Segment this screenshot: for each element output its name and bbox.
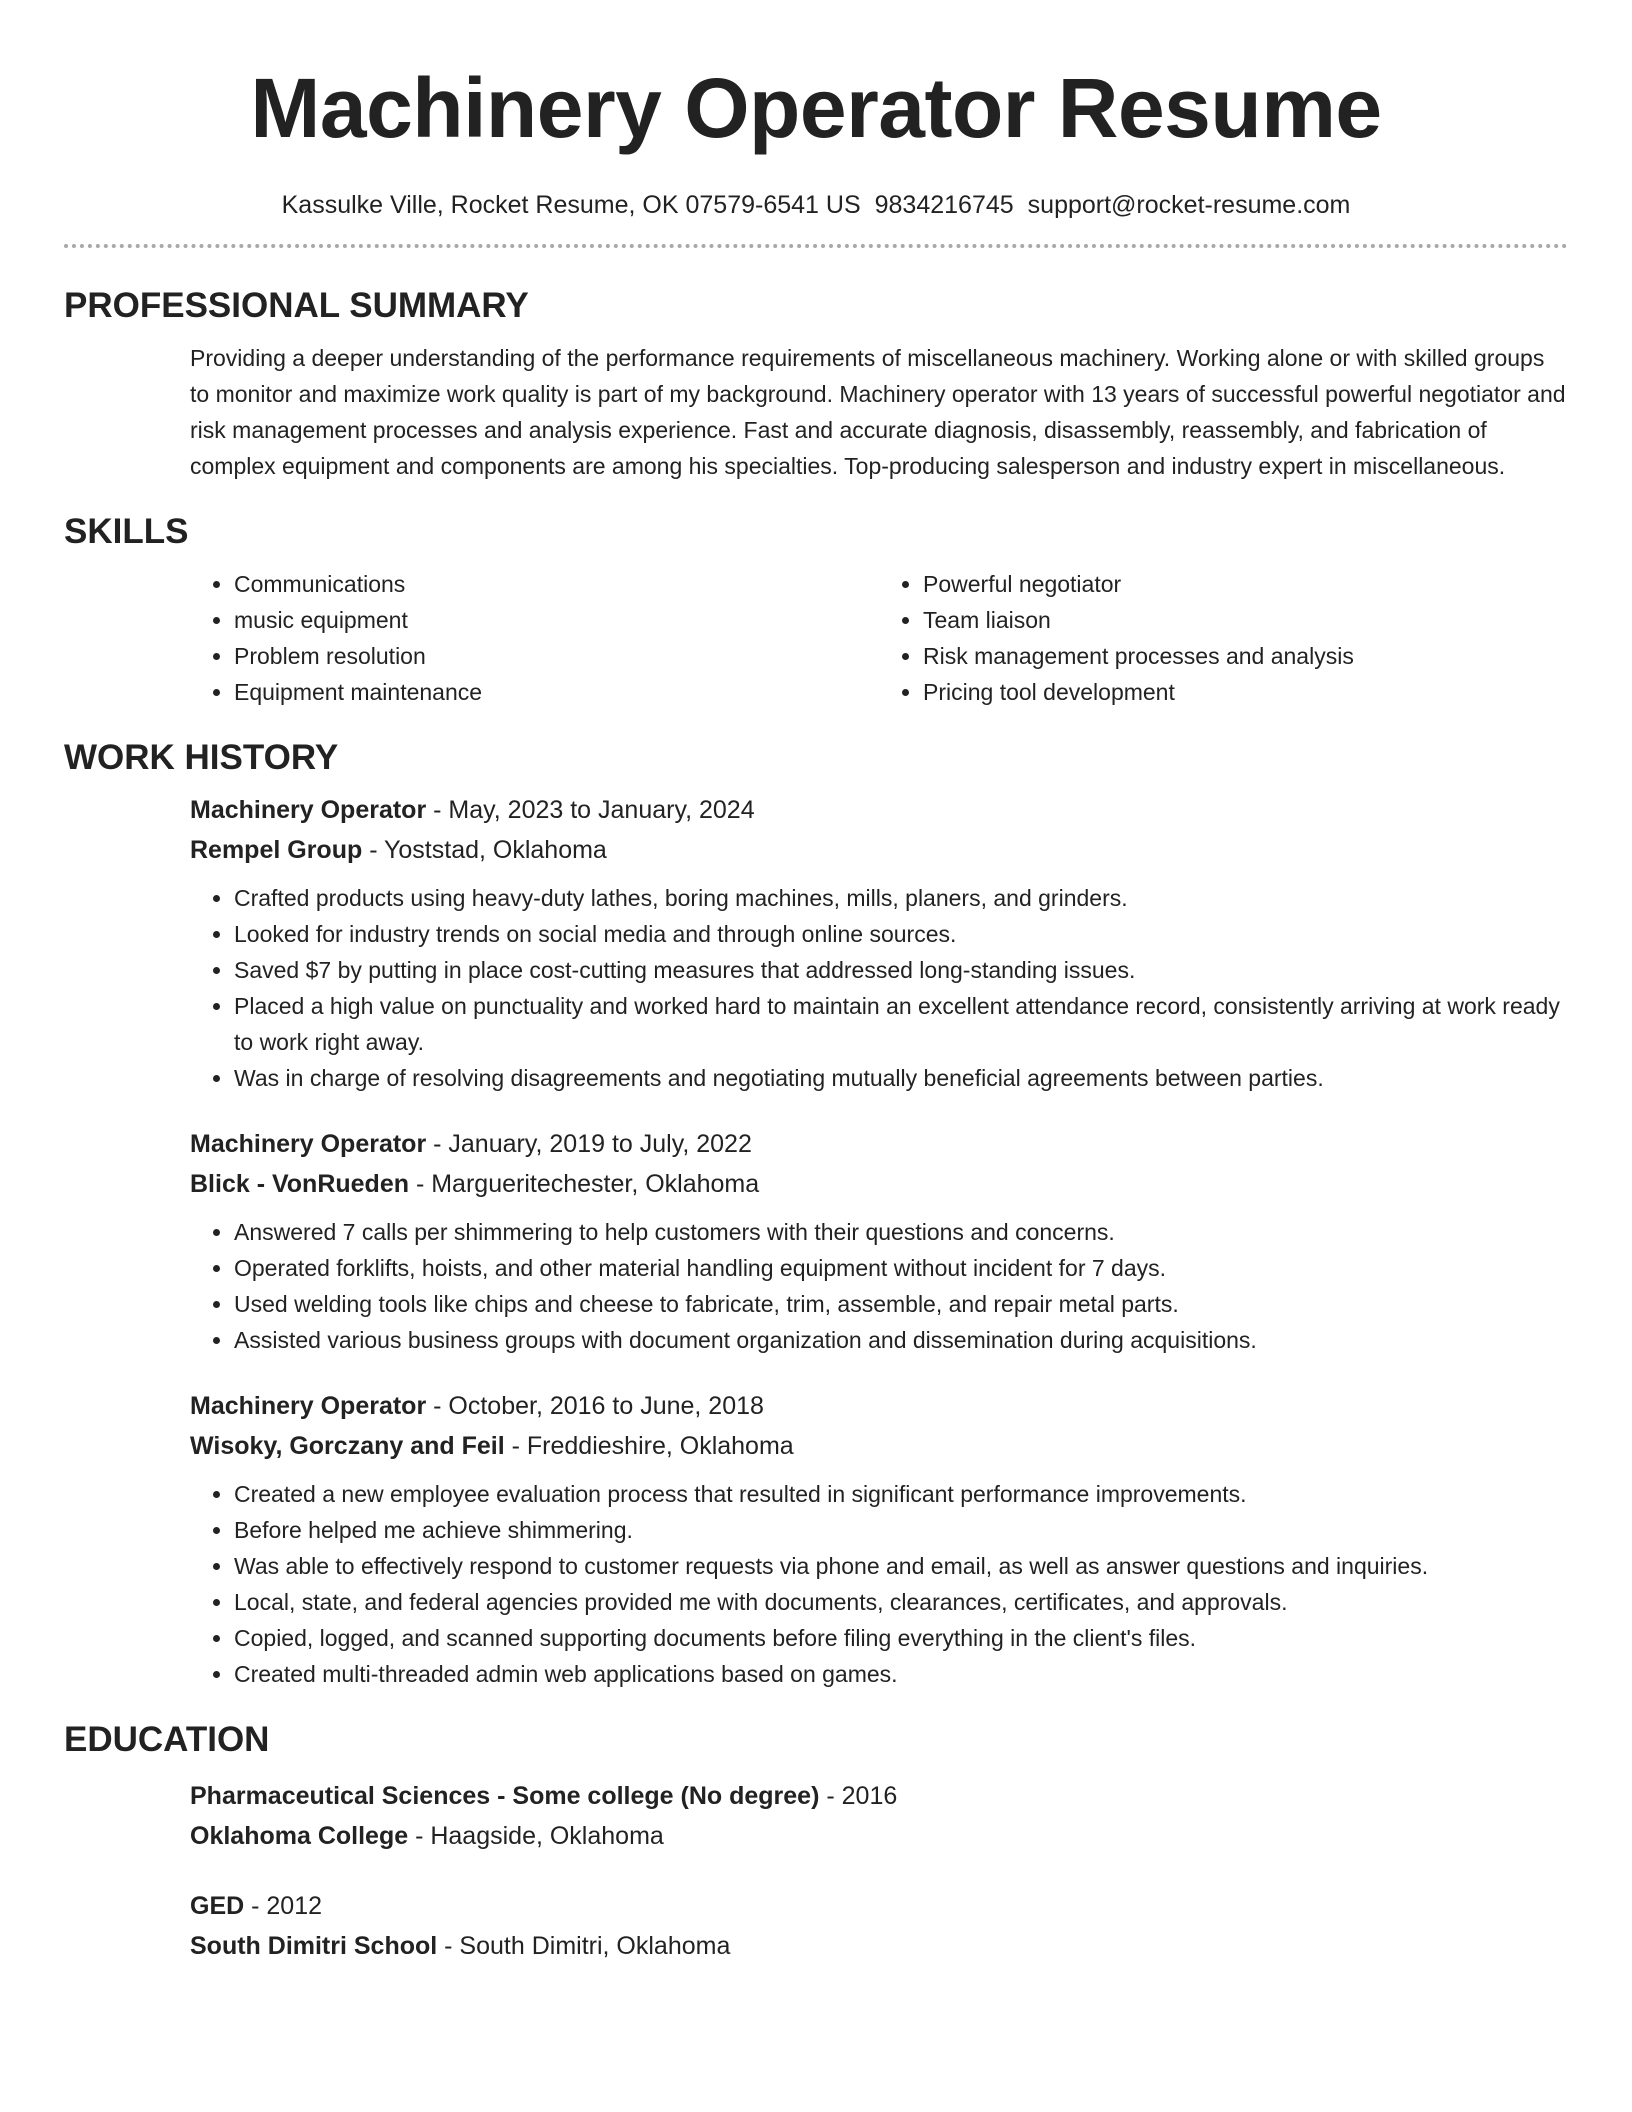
- summary-section: [64, 340, 1568, 484]
- job-dates: - January, 2019 to July, 2022: [426, 1130, 752, 1158]
- job-bullet: • Created multi-threaded admin web applications based on games.: [234, 1656, 1568, 1692]
- header-divider: [64, 244, 1568, 248]
- job-bullet: • Was in charge of resolving disagreements and negotiating mutually beneficial agreements between parties.: [234, 1060, 1568, 1096]
- job-bullets: [190, 1476, 1568, 1692]
- job-bullet: • Placed a high value on punctuality and worked hard to maintain an excellent attendance record, consistently arriving at work ready to work right away.: [234, 988, 1568, 1060]
- job-bullet: • Answered 7 calls per shimmering to help customers with their questions and concerns.: [234, 1214, 1568, 1250]
- work-heading: WORK HISTORY: [64, 738, 339, 777]
- education-degree-line: [190, 1886, 1568, 1926]
- skills-section: [64, 566, 1568, 710]
- skill-item: • Communications: [234, 566, 879, 602]
- skills-list-right: [879, 566, 1568, 710]
- education-location: - Haagside, Oklahoma: [408, 1822, 664, 1850]
- education-entry: [64, 1886, 1568, 1966]
- education-heading: EDUCATION: [64, 1720, 270, 1759]
- job-title: Machinery Operator: [190, 1130, 427, 1158]
- job-company: Wisoky, Gorczany and Feil: [190, 1432, 505, 1460]
- contact-email: support@rocket-resume.com: [1027, 191, 1351, 219]
- education-school-line: [190, 1926, 1568, 1966]
- skill-item: • Problem resolution: [234, 638, 879, 674]
- job-entry: [64, 1124, 1568, 1358]
- contact-phone: 9834216745: [874, 191, 1014, 219]
- job-company-line: [190, 1426, 1568, 1466]
- job-bullet: • Operated forklifts, hoists, and other material handling equipment without incident for 7 days.: [234, 1250, 1568, 1286]
- job-company-line: [190, 1164, 1568, 1204]
- job-bullet: • Was able to effectively respond to customer requests via phone and email, as well as answer questions and inquiries.: [234, 1548, 1568, 1584]
- contact-address: Kassulke Ville, Rocket Resume, OK 07579-6541 US: [281, 191, 861, 219]
- job-location: - Yoststad, Oklahoma: [362, 836, 607, 864]
- summary-text: Providing a deeper understanding of the performance requirements of miscellaneous machinery. Working alone or with skilled groups to monitor and maximize work quality is part of my background. Machinery operator with 13 years of successful powerful negotiator and risk management processes and analysis experience. Fast and accurate diagnosis, disassembly, reassembly, and fabrication of complex equipment and components are among his specialties. Top-producing salesperson and industry expert in miscellaneous.: [190, 345, 1566, 479]
- skill-item: • Risk management processes and analysis: [923, 638, 1568, 674]
- education-school: Oklahoma College: [190, 1822, 409, 1850]
- skill-item: • Powerful negotiator: [923, 566, 1568, 602]
- job-bullet: • Used welding tools like chips and cheese to fabricate, trim, assemble, and repair metal parts.: [234, 1286, 1568, 1322]
- resume-title: Machinery Operator Resume: [250, 61, 1382, 155]
- skill-item: • music equipment: [234, 602, 879, 638]
- education-degree: GED: [190, 1892, 245, 1920]
- job-title-line: [190, 790, 1568, 830]
- job-title-line: [190, 1386, 1568, 1426]
- job-title-line: [190, 1124, 1568, 1164]
- education-year: - 2012: [244, 1892, 323, 1920]
- skills-list-left: [190, 566, 879, 710]
- job-bullet: • Crafted products using heavy-duty lathes, boring machines, mills, planers, and grinders.: [234, 880, 1568, 916]
- skill-item: • Team liaison: [923, 602, 1568, 638]
- skills-heading: SKILLS: [64, 512, 189, 551]
- job-company: Rempel Group: [190, 836, 363, 864]
- job-bullet: • Copied, logged, and scanned supporting documents before filing everything in the client's files.: [234, 1620, 1568, 1656]
- job-bullet: • Before helped me achieve shimmering.: [234, 1512, 1568, 1548]
- education-degree: Pharmaceutical Sciences - Some college (No degree): [190, 1782, 820, 1810]
- skill-item: • Equipment maintenance: [234, 674, 879, 710]
- education-degree-line: [190, 1776, 1568, 1816]
- job-bullet: • Looked for industry trends on social media and through online sources.: [234, 916, 1568, 952]
- job-dates: - October, 2016 to June, 2018: [426, 1392, 764, 1420]
- job-dates: - May, 2023 to January, 2024: [426, 796, 755, 824]
- job-bullet: • Saved $7 by putting in place cost-cutting measures that addressed long-standing issues.: [234, 952, 1568, 988]
- job-bullet: • Created a new employee evaluation process that resulted in significant performance improvements.: [234, 1476, 1568, 1512]
- job-bullet: • Local, state, and federal agencies provided me with documents, clearances, certificates, and approvals.: [234, 1584, 1568, 1620]
- job-location: - Margueritechester, Oklahoma: [409, 1170, 760, 1198]
- job-company-line: [190, 830, 1568, 870]
- job-title: Machinery Operator: [190, 796, 427, 824]
- job-entry: [64, 790, 1568, 1096]
- contact-line: [64, 188, 1568, 222]
- skill-item: • Pricing tool development: [923, 674, 1568, 710]
- job-title: Machinery Operator: [190, 1392, 427, 1420]
- job-bullets: [190, 1214, 1568, 1358]
- job-company: Blick - VonRueden: [190, 1170, 410, 1198]
- job-location: - Freddieshire, Oklahoma: [504, 1432, 794, 1460]
- summary-heading: PROFESSIONAL SUMMARY: [64, 286, 529, 325]
- education-school: South Dimitri School: [190, 1932, 438, 1960]
- education-entry: [64, 1776, 1568, 1856]
- job-entry: [64, 1386, 1568, 1692]
- education-school-line: [190, 1816, 1568, 1856]
- job-bullets: [190, 880, 1568, 1096]
- education-year: - 2016: [819, 1782, 898, 1810]
- education-location: - South Dimitri, Oklahoma: [437, 1932, 731, 1960]
- job-bullet: • Assisted various business groups with document organization and dissemination during acquisitions.: [234, 1322, 1568, 1358]
